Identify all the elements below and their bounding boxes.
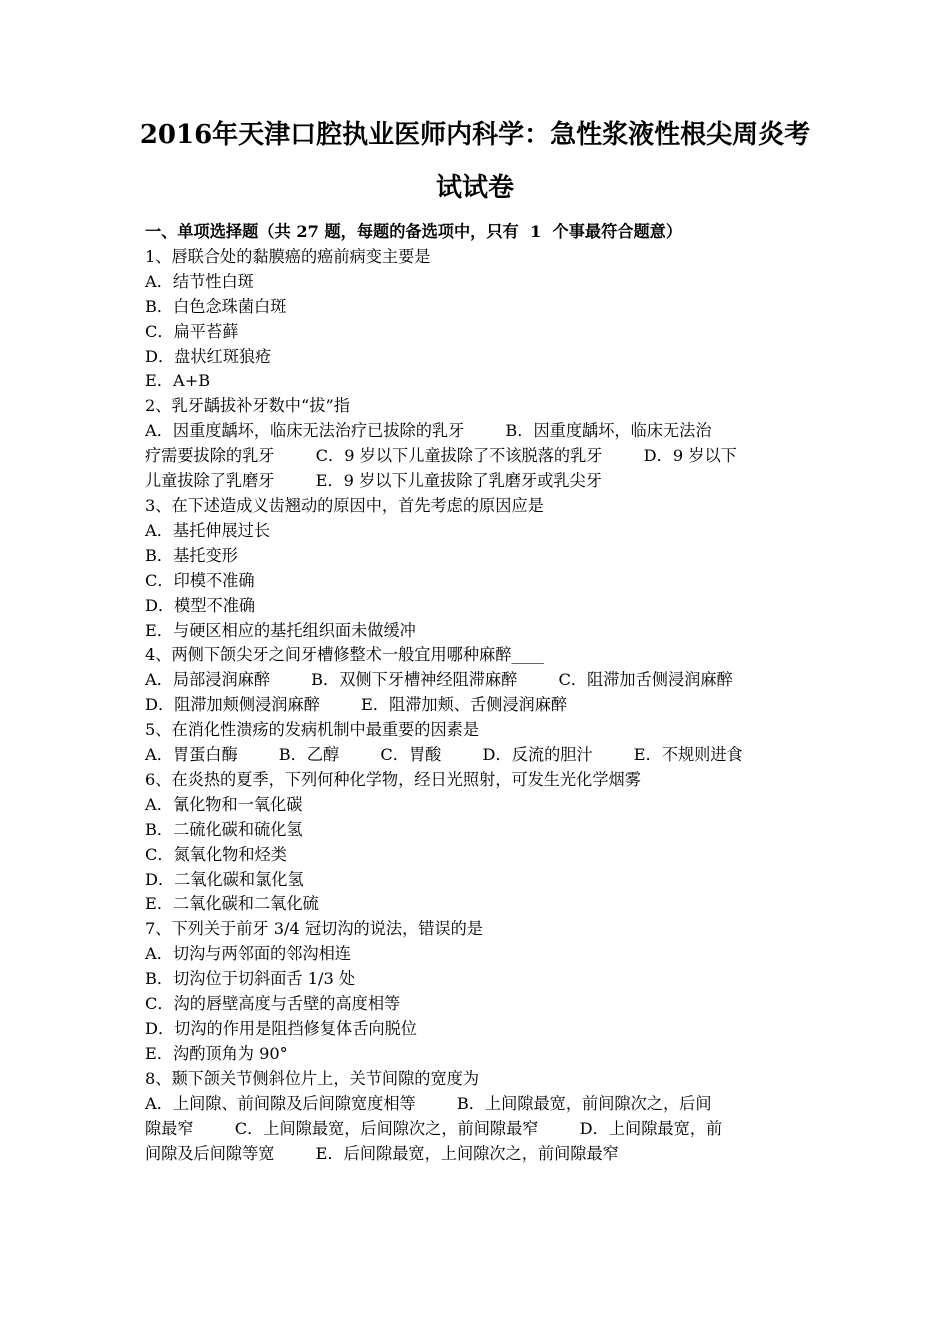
text-line: A．上间隙、前间隙及后间隙宽度相等 B．上间隙最宽，前间隙次之，后间 — [145, 1093, 712, 1113]
text-line: 8、颞下颌关节侧斜位片上，关节间隙的宽度为 — [145, 1068, 480, 1088]
text-line: C．氮氧化物和烃类 — [145, 844, 287, 864]
text-line: A．切沟与两邻面的邻沟相连 — [145, 944, 351, 964]
text-line: 儿童拔除了乳磨牙 E．9 岁以下儿童拔除了乳磨牙或乳尖牙 — [145, 471, 602, 491]
text-line: 间隙及后间隙等宽 E．后间隙最宽，上间隙次之，前间隙最窄 — [145, 1143, 619, 1163]
text-line: B．切沟位于切斜面舌 1/3 处 — [145, 969, 356, 989]
text-line: E．二氧化碳和二氧化硫 — [145, 894, 319, 914]
text-line: 6、在炎热的夏季，下列何种化学物，经日光照射，可发生光化学烟雾 — [145, 769, 641, 789]
text-line: B．基托变形 — [145, 545, 238, 565]
text-line: D．模型不准确 — [145, 595, 256, 615]
text-line: 4、两侧下颌尖牙之间牙槽修整术一般宜用哪种麻醉____ — [145, 645, 544, 665]
text-line: E．沟酌顶角为 90° — [145, 1043, 288, 1063]
text-line: D．切沟的作用是阻挡修复体舌向脱位 — [145, 1019, 417, 1038]
text-line: B．白色念珠菌白斑 — [145, 296, 287, 316]
text-line: A．结节性白斑 — [145, 271, 254, 291]
text-line: 2、乳牙龋拔补牙数中“拔”指 — [145, 396, 350, 416]
text-line: A．基托伸展过长 — [145, 520, 271, 540]
text-line: C．扁平苔藓 — [145, 321, 239, 341]
text-line: A．氰化物和一氧化碳 — [145, 794, 303, 814]
text-line: 疗需要拔除的乳牙 C．9 岁以下儿童拔除了不该脱落的乳牙 D．9 岁以下 — [145, 446, 737, 466]
text-line: A．局部浸润麻醉 B．双侧下牙槽神经阻滞麻醉 C．阻滞加舌侧浸润麻醉 — [145, 670, 733, 690]
text-line: A．胃蛋白酶 B．乙醇 C．胃酸 D．反流的胆汁 E．不规则进食 — [145, 745, 743, 765]
text-line: E．A+B — [145, 371, 211, 391]
text-line: C．印模不准确 — [145, 570, 255, 590]
text-line: B．二硫化碳和硫化氢 — [145, 819, 303, 839]
text-line: C．沟的唇壁高度与舌壁的高度相等 — [145, 994, 401, 1014]
text-line: 3、在下述造成义齿翘动的原因中，首先考虑的原因应是 — [145, 495, 544, 515]
document-body — [145, 220, 815, 1166]
text-line: D．阻滞加颊侧浸润麻醉 E．阻滞加颊、舌侧浸润麻醉 — [145, 695, 568, 715]
text-line: D．盘状红斑狼疮 — [145, 346, 272, 366]
section-heading: 一、单项选择题（共 27 题，每题的备选项中，只有 1 个事最符合题意） — [145, 222, 683, 241]
text-line: A．因重度龋坏，临床无法治疗已拔除的乳牙 B．因重度龋坏，临床无法治 — [145, 421, 712, 441]
document-title-line-1: 2016年天津口腔执业医师内科学：急性浆液性根尖周炎考 — [139, 120, 811, 150]
text-line: E．与硬区相应的基托组织面未做缓冲 — [145, 620, 416, 640]
text-line: 7、下列关于前牙 3/4 冠切沟的说法，错误的是 — [145, 919, 484, 939]
text-line: 1、唇联合处的黏膜癌的癌前病变主要是 — [145, 246, 431, 266]
text-line: 5、在消化性溃疡的发病机制中最重要的因素是 — [145, 720, 480, 740]
document-title-line-2: 试试卷 — [435, 173, 514, 203]
text-line: D．二氧化碳和氯化氢 — [145, 869, 304, 889]
text-line: 隙最窄 C．上间隙最宽，后间隙次之，前间隙最窄 D．上间隙最宽，前 — [145, 1118, 723, 1138]
